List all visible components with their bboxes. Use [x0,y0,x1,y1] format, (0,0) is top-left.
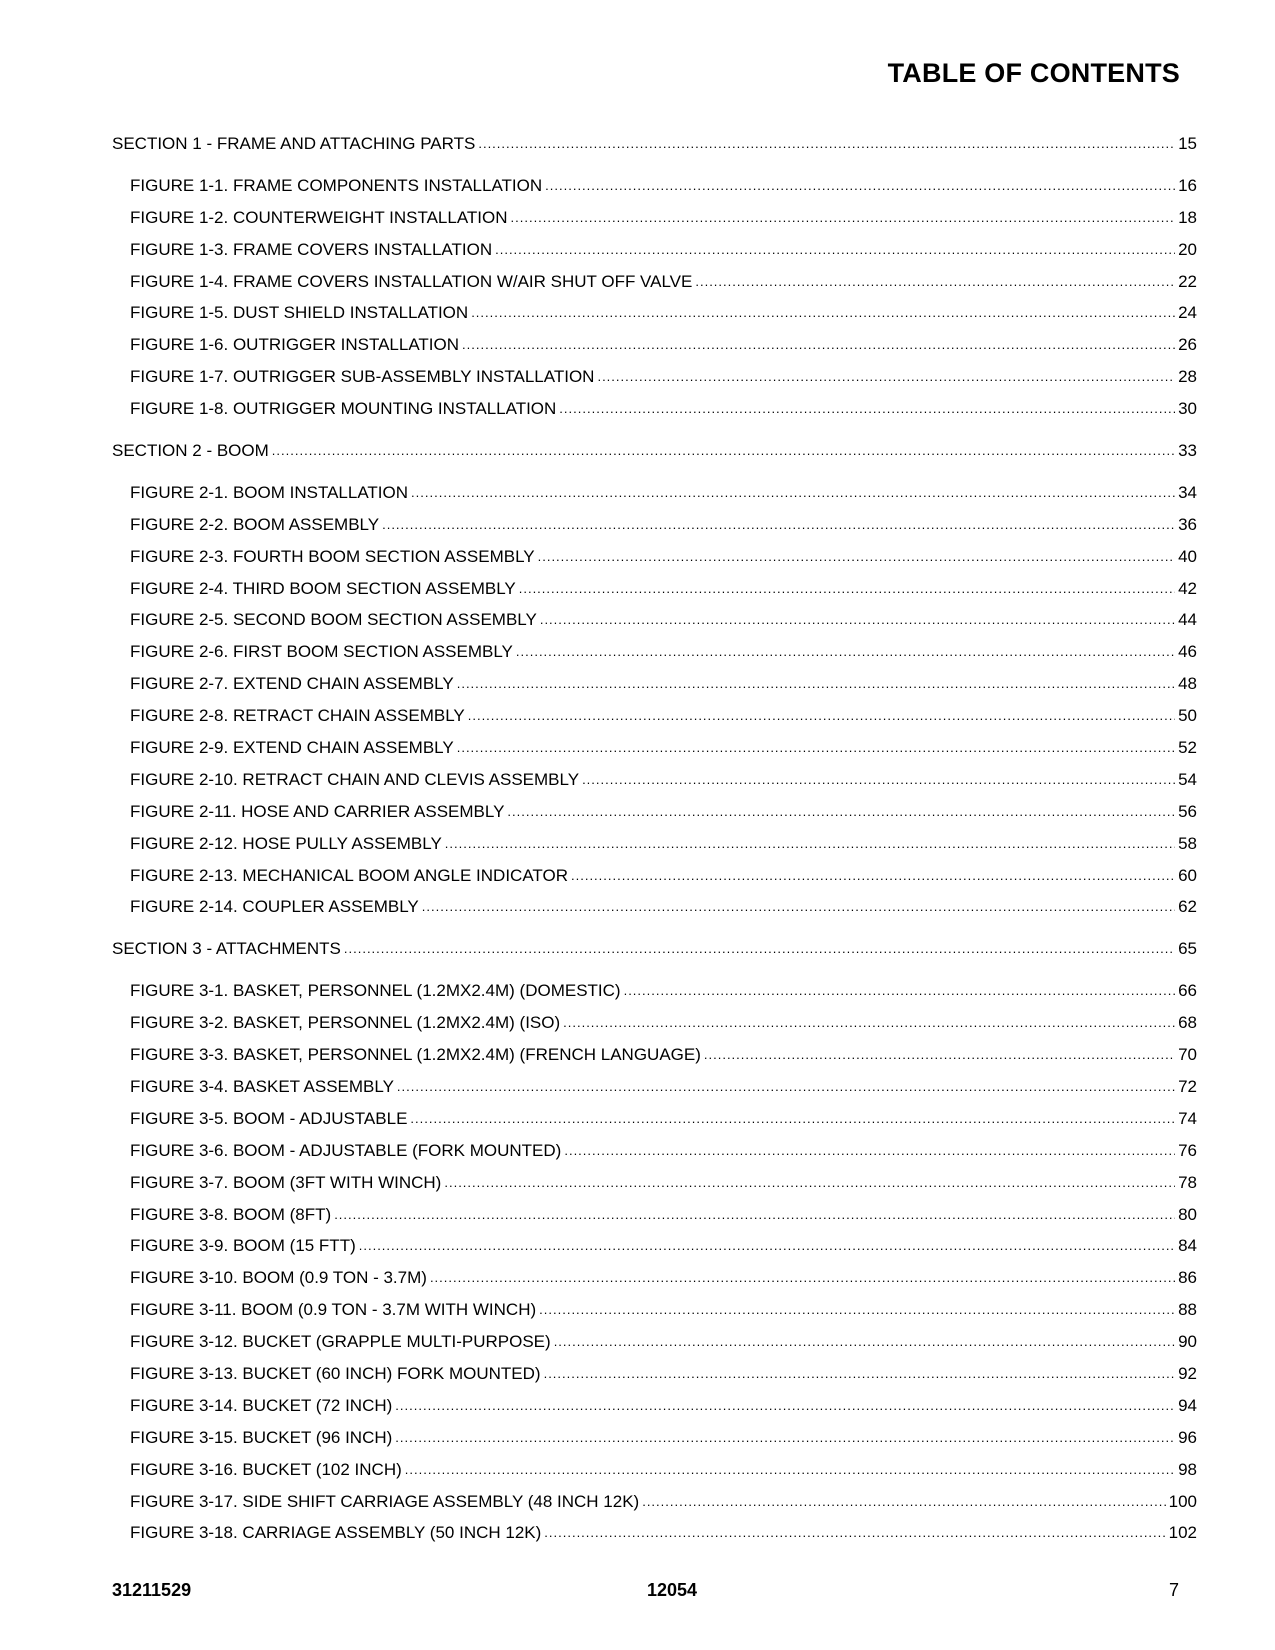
toc-entry-label: SECTION 3 - ATTACHMENTS [112,939,341,959]
toc-entry-label: FIGURE 2-7. EXTEND CHAIN ASSEMBLY [130,674,454,694]
dot-leader [704,1038,1175,1071]
toc-entry-label: FIGURE 1-2. COUNTERWEIGHT INSTALLATION [130,207,508,227]
toc-entry-label: FIGURE 3-11. BOOM (0.9 TON - 3.7M WITH WINCH) [130,1300,537,1320]
toc-entry-page: 74 [1178,1108,1197,1128]
toc-entry-label: FIGURE 1-1. FRAME COMPONENTS INSTALLATION [130,175,543,195]
toc-figure-entry[interactable] [112,732,1197,764]
toc-entry-label: FIGURE 3-2. BASKET, PERSONNEL (1.2MX2.4M) (ISO) [130,1013,561,1033]
toc-entry-page: 56 [1178,801,1197,821]
toc-entry-page: 30 [1178,399,1197,419]
toc-entry-label: FIGURE 3-13. BUCKET (60 INCH) FORK MOUNTED) [130,1363,541,1383]
toc-entry-label: FIGURE 2-9. EXTEND CHAIN ASSEMBLY [130,738,454,758]
toc-figure-entry[interactable] [112,1422,1197,1454]
dot-leader [516,635,1175,668]
toc-figure-entry[interactable] [112,1326,1197,1358]
toc-figure-entry[interactable] [112,329,1197,361]
toc-entry-page: 18 [1178,207,1197,227]
dot-leader [422,890,1175,923]
toc-figure-entry[interactable] [112,509,1197,541]
page-title: TABLE OF CONTENTS [887,58,1180,88]
toc-entry-page: 28 [1178,367,1197,387]
table-of-contents [112,128,1197,1549]
toc-entry-label: FIGURE 2-4. THIRD BOOM SECTION ASSEMBLY [130,578,516,598]
toc-entry-label: FIGURE 1-3. FRAME COVERS INSTALLATION [130,239,493,259]
toc-entry-label: FIGURE 1-7. OUTRIGGER SUB-ASSEMBLY INSTALLATION [130,367,595,387]
toc-entry-page: 24 [1178,303,1197,323]
toc-entry-page: 102 [1168,1523,1197,1543]
toc-entry-page: 15 [1178,134,1197,153]
dot-leader [272,434,1175,467]
toc-entry-label: FIGURE 3-6. BOOM - ADJUSTABLE (FORK MOUNTED) [130,1140,562,1160]
toc-entry-label: FIGURE 1-6. OUTRIGGER INSTALLATION [130,335,460,355]
toc-figure-entry[interactable] [112,860,1197,892]
toc-figure-entry[interactable] [112,1039,1197,1071]
toc-figure-entry[interactable] [112,668,1197,700]
toc-figure-entry[interactable] [112,604,1197,636]
toc-entry-label: FIGURE 2-14. COUPLER ASSEMBLY [130,897,419,917]
toc-entry-page: 65 [1178,939,1197,959]
toc-figure-entry[interactable] [112,1167,1197,1199]
dot-leader [457,731,1175,764]
toc-entry-page: 26 [1178,335,1197,355]
dot-leader [445,827,1175,860]
dot-leader [462,328,1175,361]
toc-figure-entry[interactable] [112,170,1197,202]
toc-entry-label: FIGURE 1-5. DUST SHIELD INSTALLATION [130,303,469,323]
toc-figure-entry[interactable] [112,796,1197,828]
toc-entry-label: FIGURE 3-14. BUCKET (72 INCH) [130,1395,393,1415]
toc-entry-page: 22 [1178,271,1197,291]
dot-leader [410,1102,1175,1135]
dot-leader [519,572,1175,605]
toc-entry-page: 92 [1178,1363,1197,1383]
dot-leader [564,1134,1175,1167]
dot-leader [478,127,1175,160]
toc-entry-page: 84 [1178,1236,1197,1256]
toc-entry-label: FIGURE 3-7. BOOM (3FT WITH WINCH) [130,1172,442,1192]
toc-entry-label: FIGURE 3-1. BASKET, PERSONNEL (1.2MX2.4M) (DOMESTIC) [130,981,621,1001]
dot-leader [334,1198,1175,1231]
toc-entry-label: FIGURE 1-4. FRAME COVERS INSTALLATION W/AIR SHUT OFF VALVE [130,271,693,291]
toc-figure-entry[interactable] [112,1454,1197,1486]
toc-figure-entry[interactable] [112,393,1197,425]
toc-figure-entry[interactable] [112,1358,1197,1390]
dot-leader [397,1070,1175,1103]
toc-entry-page: 78 [1178,1172,1197,1192]
dot-leader [563,1006,1175,1039]
toc-entry-page: 86 [1178,1268,1197,1288]
dot-leader [695,265,1175,298]
dot-leader [538,540,1175,573]
toc-section-entry[interactable] [112,435,1197,467]
toc-entry-page: 60 [1178,865,1197,885]
toc-figure-entry[interactable] [112,1262,1197,1294]
toc-figure-entry[interactable] [112,1135,1197,1167]
toc-entry-page: 36 [1178,514,1197,534]
toc-entry-page: 70 [1178,1045,1197,1065]
toc-entry-label: FIGURE 3-9. BOOM (15 FTT) [130,1236,356,1256]
toc-entry-page: 46 [1178,642,1197,662]
toc-figure-entry[interactable] [112,234,1197,266]
dot-leader [411,476,1175,509]
toc-entry-label: FIGURE 2-3. FOURTH BOOM SECTION ASSEMBLY [130,546,535,566]
dot-leader [544,1516,1165,1549]
dot-leader [395,1421,1175,1454]
toc-entry-label: FIGURE 3-4. BASKET ASSEMBLY [130,1076,394,1096]
toc-entry-label: FIGURE 3-3. BASKET, PERSONNEL (1.2MX2.4M) (FRENCH LANGUAGE) [130,1045,701,1065]
toc-figure-entry[interactable] [112,636,1197,668]
toc-entry-page: 50 [1178,706,1197,726]
dot-leader [444,1166,1175,1199]
toc-figure-entry[interactable] [112,297,1197,329]
toc-entry-label: FIGURE 3-8. BOOM (8FT) [130,1204,332,1224]
dot-leader [582,763,1175,796]
dot-leader [382,508,1175,541]
dot-leader [544,1357,1176,1390]
toc-entry-label: FIGURE 2-13. MECHANICAL BOOM ANGLE INDICATOR [130,865,568,885]
toc-entry-label: FIGURE 2-10. RETRACT CHAIN AND CLEVIS ASSEMBLY [130,769,580,789]
toc-figure-entry[interactable] [112,1071,1197,1103]
toc-figure-entry[interactable] [112,573,1197,605]
toc-entry-label: FIGURE 3-5. BOOM - ADJUSTABLE [130,1108,408,1128]
toc-entry-page: 98 [1178,1459,1197,1479]
toc-figure-entry[interactable] [112,700,1197,732]
toc-figure-entry[interactable] [112,1199,1197,1231]
toc-entry-page: 94 [1178,1395,1197,1415]
toc-entry-page: 88 [1178,1300,1197,1320]
dot-leader [495,233,1175,266]
toc-figure-entry[interactable] [112,828,1197,860]
toc-entry-page: 44 [1178,610,1197,630]
dot-leader [559,392,1175,425]
toc-entry-page: 72 [1178,1076,1197,1096]
toc-entry-label: FIGURE 2-12. HOSE PULLY ASSEMBLY [130,833,442,853]
dot-leader [597,360,1175,393]
toc-entry-label: FIGURE 2-11. HOSE AND CARRIER ASSEMBLY [130,801,505,821]
dot-leader [540,603,1175,636]
toc-entry-page: 33 [1178,441,1197,461]
toc-entry-label: FIGURE 1-8. OUTRIGGER MOUNTING INSTALLATION [130,399,557,419]
toc-entry-page: 42 [1178,578,1197,598]
toc-entry-label: FIGURE 3-17. SIDE SHIFT CARRIAGE ASSEMBLY (48 INCH 12K) [130,1491,640,1511]
toc-figure-entry[interactable] [112,361,1197,393]
toc-entry-page: 90 [1178,1332,1197,1352]
toc-figure-entry[interactable] [112,1230,1197,1262]
toc-figure-entry[interactable] [112,202,1197,234]
footer-page-number: 7 [1168,1580,1179,1600]
toc-entry-label: FIGURE 2-8. RETRACT CHAIN ASSEMBLY [130,706,465,726]
toc-figure-entry[interactable] [112,1486,1197,1518]
toc-entry-page: 58 [1178,833,1197,853]
toc-entry-page: 96 [1178,1427,1197,1447]
toc-entry-label: FIGURE 2-5. SECOND BOOM SECTION ASSEMBLY [130,610,537,630]
dot-leader [430,1261,1175,1294]
toc-entry-page: 48 [1178,674,1197,694]
toc-entry-page: 52 [1178,738,1197,758]
toc-entry-label: FIGURE 3-16. BUCKET (102 INCH) [130,1459,402,1479]
toc-figure-entry[interactable] [112,1390,1197,1422]
footer-document-number: 31211529 [112,1580,192,1600]
toc-figure-entry[interactable] [112,1517,1197,1549]
dot-leader [395,1389,1175,1422]
toc-entry-page: 20 [1178,239,1197,259]
toc-entry-page: 40 [1178,546,1197,566]
dot-leader [642,1485,1165,1518]
toc-entry-page: 68 [1178,1013,1197,1033]
toc-entry-page: 100 [1168,1491,1197,1511]
toc-entry-page: 54 [1178,769,1197,789]
toc-figure-entry[interactable] [112,1007,1197,1039]
toc-entry-label: FIGURE 3-15. BUCKET (96 INCH) [130,1427,393,1447]
toc-figure-entry[interactable] [112,764,1197,796]
toc-entry-label: FIGURE 3-10. BOOM (0.9 TON - 3.7M) [130,1268,427,1288]
toc-entry-label: FIGURE 2-1. BOOM INSTALLATION [130,482,409,502]
toc-entry-page: 80 [1178,1204,1197,1224]
toc-figure-entry[interactable] [112,1294,1197,1326]
dot-leader [405,1453,1175,1486]
dot-leader [468,699,1175,732]
toc-entry-page: 66 [1178,981,1197,1001]
dot-leader [554,1325,1175,1358]
footer-model-number: 12054 [647,1580,698,1600]
toc-figure-entry[interactable] [112,266,1197,298]
dot-leader [359,1229,1175,1262]
dot-leader [539,1293,1175,1326]
page-footer [112,1580,1197,1610]
dot-leader [507,795,1175,828]
toc-entry-label: FIGURE 2-6. FIRST BOOM SECTION ASSEMBLY [130,642,513,662]
dot-leader [344,932,1175,965]
dot-leader [545,169,1175,202]
toc-figure-entry[interactable] [112,891,1197,923]
dot-leader [471,296,1175,329]
toc-figure-entry[interactable] [112,541,1197,573]
toc-figure-entry[interactable] [112,477,1197,509]
toc-entry-page: 62 [1178,897,1197,917]
toc-entry-label: FIGURE 3-12. BUCKET (GRAPPLE MULTI-PURPOSE) [130,1332,551,1352]
dot-leader [511,201,1176,234]
dot-leader [571,859,1175,892]
toc-entry-label: SECTION 1 - FRAME AND ATTACHING PARTS [112,134,476,153]
toc-entry-page: 34 [1178,482,1197,502]
toc-entry-page: 76 [1178,1140,1197,1160]
toc-entry-label: FIGURE 2-2. BOOM ASSEMBLY [130,514,380,534]
dot-leader [457,667,1175,700]
toc-figure-entry[interactable] [112,975,1197,1007]
toc-entry-label: SECTION 2 - BOOM [112,441,269,461]
toc-entry-page: 16 [1178,175,1197,195]
toc-entry-label: FIGURE 3-18. CARRIAGE ASSEMBLY (50 INCH 12K) [130,1523,542,1543]
toc-section-entry[interactable] [112,933,1197,965]
toc-figure-entry[interactable] [112,1103,1197,1135]
toc-section-entry[interactable] [112,128,1197,160]
dot-leader [624,974,1176,1007]
